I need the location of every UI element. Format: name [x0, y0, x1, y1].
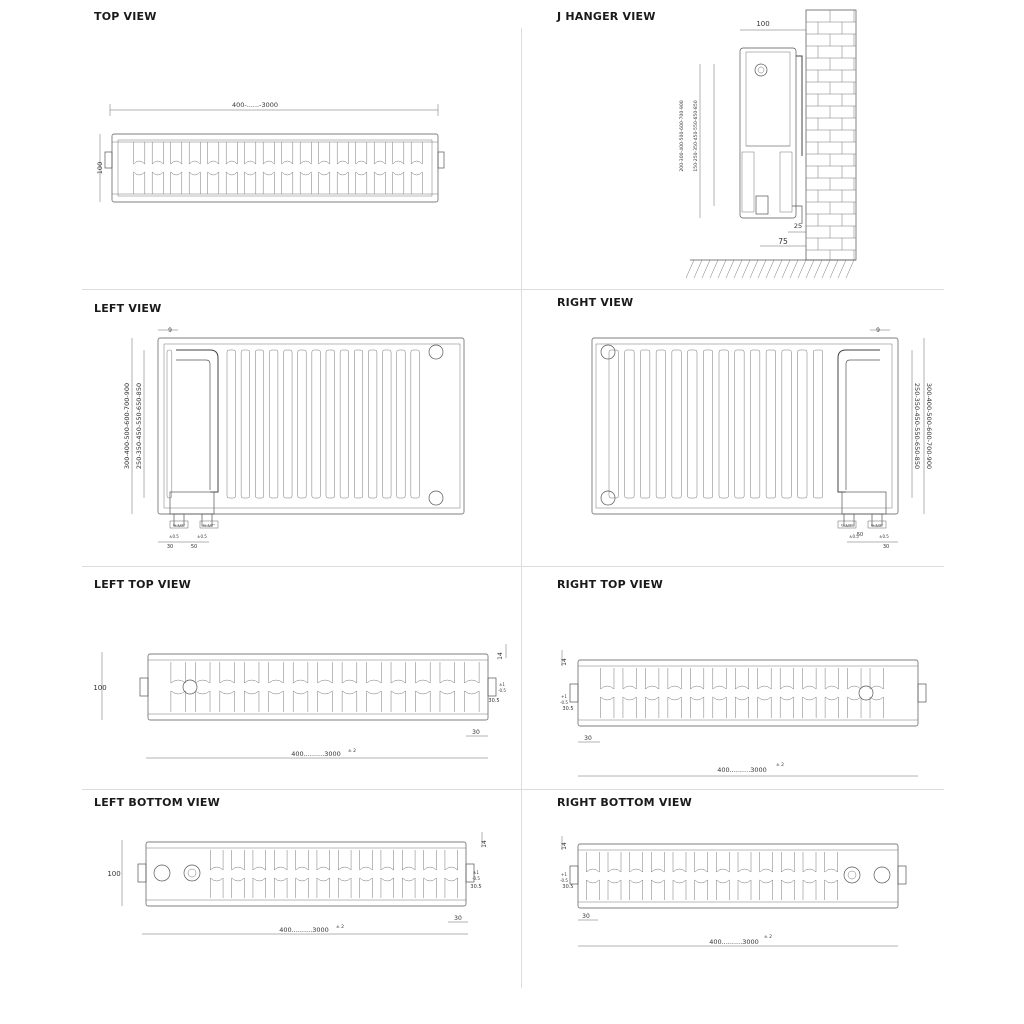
j-hanger-drawing [670, 6, 870, 286]
fin-bottom [293, 691, 308, 712]
fin-bottom [690, 697, 703, 718]
fin-bottom [338, 878, 351, 898]
left-top-tol-b: -0.5 [498, 688, 506, 693]
fin-bottom [713, 697, 726, 718]
top-view-depth-label: 100 [96, 161, 104, 175]
fin-bottom [374, 172, 385, 194]
fin-bottom [440, 691, 455, 712]
left-bottom-inlet-label: 30.5 [470, 884, 482, 890]
fin-bottom [274, 878, 287, 898]
right-bottom-length-label: 400..........3000 [709, 938, 759, 946]
fin-top [208, 142, 219, 164]
fin-bottom [673, 880, 686, 900]
title-left-bottom-view: LEFT BOTTOM VIEW [94, 796, 220, 809]
fin-top [803, 668, 816, 689]
fin [735, 350, 744, 498]
right-view-pitch-a: 50 [856, 532, 864, 538]
fin-top [195, 662, 210, 683]
fin-bottom [735, 697, 748, 718]
right-view-heights-outer: 300-400-500-600-700-900 [925, 382, 933, 470]
fin-top [171, 662, 186, 683]
fin [813, 350, 822, 498]
right-view-thread-b: G 1/2" [870, 522, 884, 528]
fin [255, 350, 263, 498]
fin-top [651, 852, 664, 872]
fin-bottom [300, 172, 311, 194]
fin-bottom [226, 172, 237, 194]
right-top-end-label: 30 [584, 735, 592, 742]
right-view-tol-b: ±0.5 [879, 534, 889, 539]
fin [284, 350, 292, 498]
fin-bottom [253, 878, 266, 898]
fin-bottom [244, 691, 259, 712]
fin-top [189, 142, 200, 164]
floor-hatch-line [758, 260, 766, 278]
fin-bottom [870, 697, 883, 718]
fin [672, 350, 681, 498]
floor-hatch-line [686, 260, 694, 278]
right-view-heights-inner: 250-350-450-550-650-850 [913, 382, 921, 470]
left-bottom-view-drawing [96, 826, 506, 956]
fin-bottom [171, 172, 182, 194]
right-view-drawing [578, 322, 938, 552]
fin-top [411, 142, 422, 164]
fin [326, 350, 334, 498]
floor-hatch-line [702, 260, 710, 278]
floor-hatch-line [710, 260, 718, 278]
floor-hatch-line [838, 260, 846, 278]
floor-hatch-line [790, 260, 798, 278]
fin [368, 350, 376, 498]
top-view-drawing [90, 90, 450, 210]
fin-top [391, 662, 406, 683]
right-top-length-tol: ± 2 [775, 763, 785, 768]
fin-top [245, 142, 256, 164]
fin [241, 350, 249, 498]
fin-bottom [296, 878, 309, 898]
fin-top [232, 850, 245, 870]
fin-top [600, 668, 613, 689]
fin-top [152, 142, 163, 164]
fin-bottom [668, 697, 681, 718]
title-left-view: LEFT VIEW [94, 302, 162, 315]
fin-bottom [393, 172, 404, 194]
j-hanger-heights-inner: 150-250-350-450-550-650-850 [694, 100, 699, 172]
fin-top [367, 662, 382, 683]
fin [298, 350, 306, 498]
left-top-view-drawing [90, 636, 520, 776]
fin-top [445, 850, 458, 870]
fin-bottom [738, 880, 751, 900]
fin-top [848, 668, 861, 689]
floor-hatch-line [750, 260, 758, 278]
fin-bottom [263, 172, 274, 194]
fin-bottom [134, 172, 145, 194]
right-top-lip-label: 14 [561, 658, 568, 666]
fin [782, 350, 791, 498]
fin-top [342, 662, 357, 683]
fin-top [274, 850, 287, 870]
right-view-thread-a: G 1/2" [840, 522, 854, 528]
fin [167, 350, 172, 498]
fin-bottom [825, 697, 838, 718]
fin-bottom [586, 880, 599, 900]
fin-top [735, 668, 748, 689]
center-divider [521, 28, 522, 988]
fin [397, 350, 405, 498]
fin [766, 350, 775, 498]
fin-top [171, 142, 182, 164]
fin-bottom [282, 172, 293, 194]
fin-top [760, 852, 773, 872]
fin-bottom [208, 172, 219, 194]
fin [609, 350, 618, 498]
fin [719, 350, 728, 498]
fin [703, 350, 712, 498]
fin [269, 350, 277, 498]
fin-top [803, 852, 816, 872]
right-bottom-tol-a: +1 [561, 872, 567, 877]
left-top-inlet-label: 30.5 [488, 698, 500, 704]
fin [798, 350, 807, 498]
fin-top [318, 662, 333, 683]
right-bottom-lip-label: 14 [561, 842, 568, 850]
fin-top [244, 662, 259, 683]
title-right-view: RIGHT VIEW [557, 296, 634, 309]
left-top-lip-label: 14 [497, 652, 504, 660]
fin-bottom [464, 691, 479, 712]
fin-top [293, 662, 308, 683]
left-bottom-length-tol: ± 2 [335, 925, 345, 930]
fin-bottom [232, 878, 245, 898]
floor-hatch-line [806, 260, 814, 278]
left-bottom-tol-a: ±1 [473, 870, 479, 875]
fin-bottom [367, 691, 382, 712]
fin [640, 350, 649, 498]
left-view-thread-b: G 1/2" [202, 522, 216, 528]
fin-top [374, 142, 385, 164]
fin [354, 350, 362, 498]
fin-bottom [381, 878, 394, 898]
fin [383, 350, 391, 498]
fin-bottom [356, 172, 367, 194]
row-divider-1 [82, 289, 944, 290]
left-view-tol-a: ±0.5 [169, 534, 179, 539]
fin-bottom [319, 172, 330, 194]
title-right-top-view: RIGHT TOP VIEW [557, 578, 663, 591]
left-top-length-label: 400..........3000 [291, 750, 341, 758]
fin-bottom [600, 697, 613, 718]
fin-bottom [760, 880, 773, 900]
fin-top [269, 662, 284, 683]
right-top-length-label: 400..........3000 [717, 766, 767, 774]
fin-bottom [337, 172, 348, 194]
fin-top [758, 668, 771, 689]
left-view-tol-b: ±0.5 [197, 534, 207, 539]
fin-top [738, 852, 751, 872]
left-view-pitch-a: 30 [166, 544, 174, 550]
left-view-drawing [118, 322, 478, 552]
fin-bottom [402, 878, 415, 898]
fin-top [300, 142, 311, 164]
fin [411, 350, 419, 498]
fin-bottom [269, 691, 284, 712]
j-hanger-gap-label: 25 [793, 222, 803, 230]
floor-hatch-line [782, 260, 790, 278]
left-bottom-length-label: 400..........3000 [279, 926, 329, 934]
left-top-depth-label: 100 [93, 684, 107, 692]
fin-bottom [391, 691, 406, 712]
fin-bottom [445, 878, 458, 898]
fin-bottom [608, 880, 621, 900]
fin-top [424, 850, 437, 870]
fin-top [393, 142, 404, 164]
fin [656, 350, 665, 498]
fin-top [716, 852, 729, 872]
left-bottom-tol-b: -0.5 [472, 876, 480, 881]
fin-bottom [825, 880, 838, 900]
fin-bottom [424, 878, 437, 898]
fin-top [317, 850, 330, 870]
fin-bottom [695, 880, 708, 900]
j-hanger-heights-outer: 200-300-400-500-600-700-900 [680, 100, 685, 172]
floor-hatch-line [774, 260, 782, 278]
right-bottom-tol-b: -0.5 [560, 878, 568, 883]
fin-bottom [803, 697, 816, 718]
fin-top [282, 142, 293, 164]
fin-top [416, 662, 431, 683]
fin-top [360, 850, 373, 870]
right-bottom-end-label: 30 [582, 913, 590, 920]
fin-top [690, 668, 703, 689]
fin-top [645, 668, 658, 689]
fin-top [220, 662, 235, 683]
fin [625, 350, 634, 498]
fin-bottom [645, 697, 658, 718]
fin-bottom [716, 880, 729, 900]
right-bottom-view-drawing [556, 828, 936, 958]
fin-top [134, 142, 145, 164]
floor-hatch-line [766, 260, 774, 278]
left-top-length-tol: ± 2 [347, 749, 357, 754]
right-bottom-inlet-label: 30.5 [562, 884, 574, 890]
title-j-hanger-view: J HANGER VIEW [557, 10, 656, 23]
fin-top [338, 850, 351, 870]
fin-bottom [416, 691, 431, 712]
fin-top [253, 850, 266, 870]
left-top-tol-a: ±1 [499, 682, 505, 687]
floor-hatch-line [726, 260, 734, 278]
title-left-top-view: LEFT TOP VIEW [94, 578, 191, 591]
fin-bottom [152, 172, 163, 194]
right-view-pitch-b: 30 [882, 544, 890, 550]
left-bottom-end-label: 30 [454, 915, 462, 922]
fin [312, 350, 320, 498]
fin-top [668, 668, 681, 689]
left-view-heights-inner: 250-350-450-550-650-850 [135, 382, 143, 470]
floor-hatch-line [822, 260, 830, 278]
fin-top [870, 668, 883, 689]
fin-top [825, 668, 838, 689]
row-divider-2 [82, 566, 944, 567]
top-view-length-label: 400-......-3000 [231, 101, 279, 109]
fin-top [263, 142, 274, 164]
fin-bottom [360, 878, 373, 898]
fin-top [226, 142, 237, 164]
fin-bottom [623, 697, 636, 718]
fin-top [713, 668, 726, 689]
j-hanger-offset-label: 75 [778, 237, 788, 246]
fin-top [356, 142, 367, 164]
fin-bottom [195, 691, 210, 712]
fin-bottom [189, 172, 200, 194]
floor-hatch-line [734, 260, 742, 278]
floor-hatch-line [742, 260, 750, 278]
fin-bottom [342, 691, 357, 712]
fin-top [673, 852, 686, 872]
fin-top [464, 662, 479, 683]
fin-top [440, 662, 455, 683]
fin-top [296, 850, 309, 870]
right-top-inlet-label: 30.5 [562, 706, 574, 712]
floor-hatch-line [718, 260, 726, 278]
left-bottom-lip-label: 14 [481, 840, 488, 848]
right-bottom-length-tol: ± 2 [763, 935, 773, 940]
left-view-pitch-b: 50 [190, 544, 198, 550]
left-view-top-offset: 9 [168, 327, 172, 334]
fin-bottom [171, 691, 186, 712]
fin-bottom [245, 172, 256, 194]
right-view-tol-a: ±0.5 [849, 534, 859, 539]
fin-top [381, 850, 394, 870]
fin-top [695, 852, 708, 872]
fin-bottom [210, 878, 223, 898]
fin-top [781, 852, 794, 872]
fin-bottom [803, 880, 816, 900]
fin-top [337, 142, 348, 164]
fin-top [780, 668, 793, 689]
floor-hatch-line [814, 260, 822, 278]
fin [688, 350, 697, 498]
fin-bottom [758, 697, 771, 718]
fin-bottom [781, 880, 794, 900]
fin-bottom [220, 691, 235, 712]
fin-bottom [848, 697, 861, 718]
right-top-tol-b: -0.5 [560, 700, 568, 705]
fin-top [623, 668, 636, 689]
right-top-view-drawing [556, 640, 936, 790]
fin-bottom [411, 172, 422, 194]
floor-hatch-line [830, 260, 838, 278]
fin-bottom [651, 880, 664, 900]
left-top-end-label: 30 [472, 729, 480, 736]
fin [227, 350, 235, 498]
fin-top [608, 852, 621, 872]
title-right-bottom-view: RIGHT BOTTOM VIEW [557, 796, 692, 809]
right-view-top-offset: 9 [876, 327, 880, 334]
left-view-heights-outer: 300-400-500-600-700-900 [123, 382, 131, 470]
fin-bottom [630, 880, 643, 900]
fin-top [210, 850, 223, 870]
left-view-thread-a: G 1/2" [172, 522, 186, 528]
title-top-view: TOP VIEW [94, 10, 157, 23]
fin-top [586, 852, 599, 872]
fin-top [319, 142, 330, 164]
fin-top [630, 852, 643, 872]
floor-hatch-line [798, 260, 806, 278]
floor-hatch-line [846, 260, 854, 278]
j-hanger-width-label: 100 [756, 20, 770, 28]
fin-top [825, 852, 838, 872]
right-top-tol-a: +1 [561, 694, 567, 699]
fin-bottom [318, 691, 333, 712]
fin [750, 350, 759, 498]
fin [340, 350, 348, 498]
fin-bottom [780, 697, 793, 718]
fin-top [402, 850, 415, 870]
fin-bottom [317, 878, 330, 898]
floor-hatch-line [694, 260, 702, 278]
left-bottom-depth-label: 100 [107, 870, 121, 878]
